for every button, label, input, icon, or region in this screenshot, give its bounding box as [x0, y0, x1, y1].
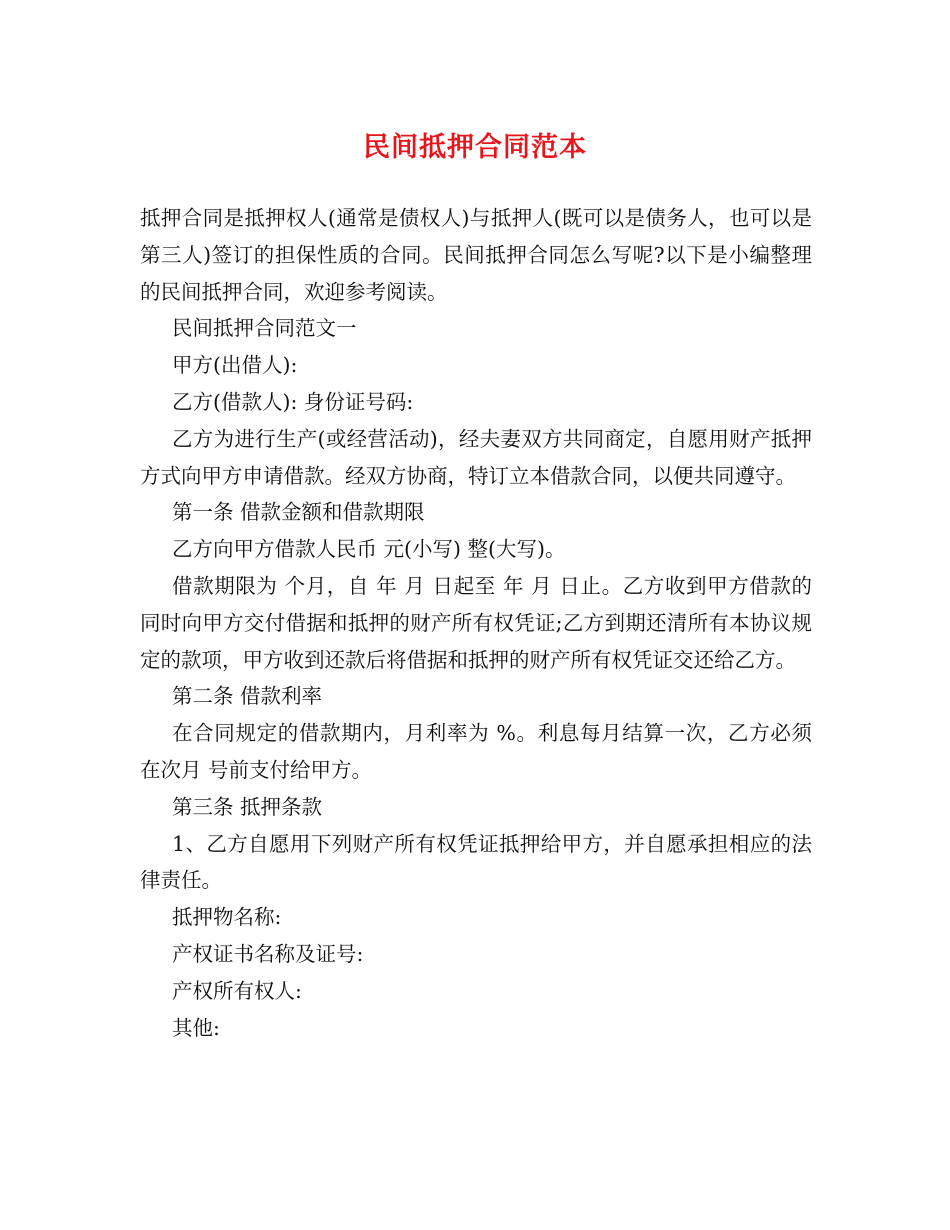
- paragraph-party-b: 乙方(借款人): 身份证号码:: [172, 389, 414, 414]
- paragraph-party-a: 甲方(出借人):: [172, 353, 298, 378]
- paragraph-other: 其他:: [172, 1015, 220, 1040]
- paragraph-certificate: 产权证书名称及证号:: [172, 941, 364, 966]
- paragraph-article-1-heading: 第一条 借款金额和借款期限: [172, 500, 425, 525]
- paragraph-loan-amount: 乙方向甲方借款人民币 元(小写) 整(大写)。: [172, 537, 566, 562]
- paragraph-purpose: 乙方为进行生产(或经营活动)，经夫妻双方共同商定，自愿用财产抵押方式向甲方申请借款。经双方协商，特订立本借款合同，以便共同遵守。: [140, 426, 812, 488]
- paragraph-article-3-heading: 第三条 抵押条款: [172, 794, 323, 819]
- paragraph-mortgage-clause-1: 1、乙方自愿用下列财产所有权凭证抵押给甲方，并自愿承担相应的法律责任。: [140, 831, 812, 893]
- paragraph-owner: 产权所有权人:: [172, 978, 302, 1003]
- paragraph-section-heading: 民间抵押合同范文一: [172, 316, 357, 341]
- paragraph-intro: 抵押合同是抵押权人(通常是债权人)与抵押人(既可以是债务人，也可以是第三人)签订的担保性质的合同。民间抵押合同怎么写呢?以下是小编整理的民间抵押合同，欢迎参考阅读。: [140, 206, 812, 304]
- document-title: 民间抵押合同范本: [363, 132, 587, 163]
- paragraph-interest-rate: 在合同规定的借款期内，月利率为 %。利息每月结算一次，乙方必须在次月 号前支付给甲方。: [140, 721, 812, 782]
- paragraph-collateral-name: 抵押物名称:: [172, 905, 282, 930]
- document-body: [140, 200, 812, 1046]
- paragraph-article-2-heading: 第二条 借款利率: [172, 684, 323, 709]
- paragraph-loan-term: 借款期限为 个月，自 年 月 日起至 年 月 日止。乙方收到甲方借款的同时向甲方交付借据和抵押的财产所有权凭证;乙方到期还清所有本协议规定的款项，甲方收到还款后将借据和抵押的财产所有权凭证交还给乙方。: [140, 573, 812, 672]
